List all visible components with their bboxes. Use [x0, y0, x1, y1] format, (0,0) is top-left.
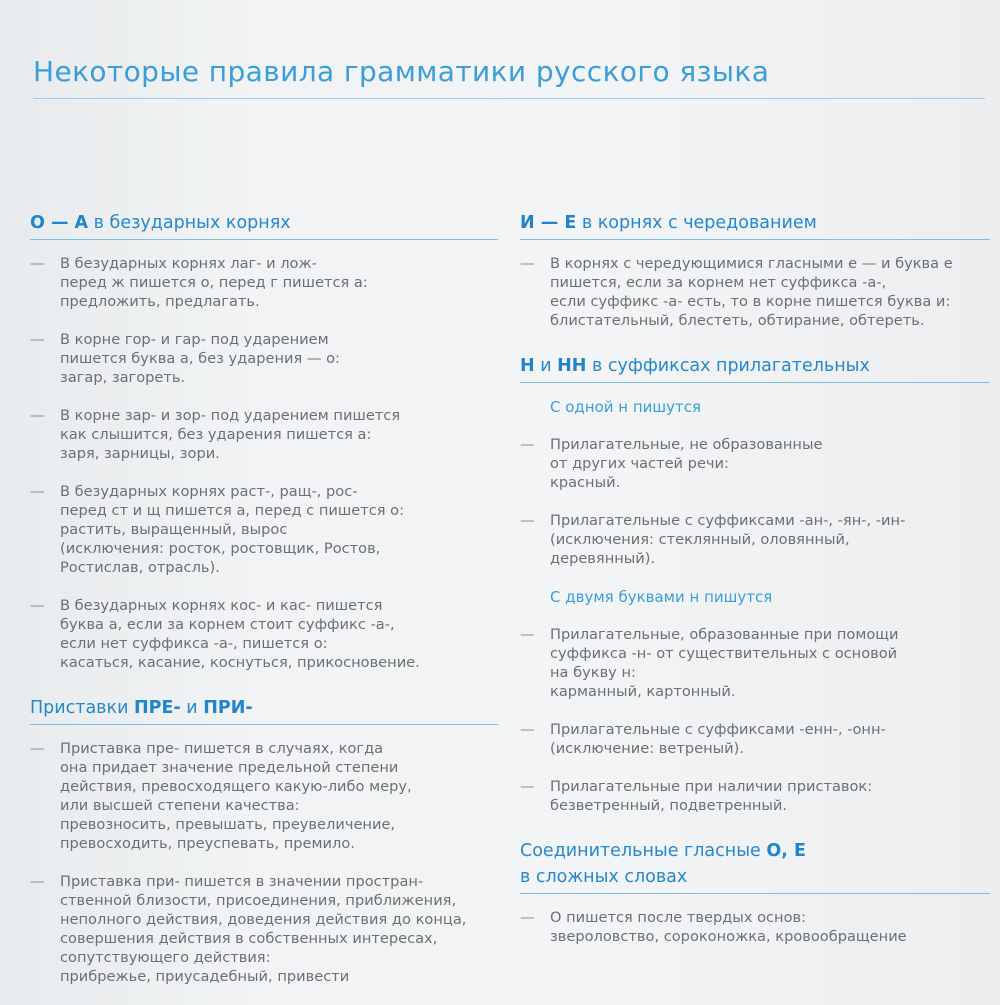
section-heading-i-e: И — Е в корнях с чередованием — [520, 212, 990, 240]
rule-item: — В безударных корнях лаг- и лож- перед ж пишется о, перед г пишется а: предложить, предлагать. — [30, 255, 368, 310]
rule-item: — Прилагательные, образованные при помощи суффикса -н- от существительных с основой на букву н: карманный, картонный. — [520, 626, 899, 700]
subheading-single-n: С одной н пишутся — [550, 398, 702, 416]
rule-item: — Прилагательные при наличии приставок: безветренный, подветренный. — [520, 778, 873, 814]
rule-item: — В безударных корнях кос- и кас- пишется буква а, если за корнем стоит суффикс -а-, если нет суффикса -а-, пишется о: касаться, касание, коснуться, прикосновение. — [30, 597, 420, 671]
rule-item: — Приставка пре- пишется в случаях, когда она придает значение предельной степени действия, превосходящего какую-либо меру, или высшей степени качества: превозносить, превышать, преувеличение, превосходить, преуспевать, премило. — [30, 740, 412, 852]
title-divider — [33, 98, 985, 99]
section-heading-compound-words: в сложных словах — [520, 866, 990, 894]
rule-item: — Прилагательные, не образованные от других частей речи: красный. — [520, 436, 823, 491]
right-column — [520, 212, 990, 965]
rule-item: — О пишется после твердых основ: звероловство, сороконожка, кровообращение — [520, 909, 907, 945]
left-column — [30, 212, 498, 1005]
rule-item: — В корне гор- и гар- под ударением пишется буква а, без ударения — о: загар, загореть. — [30, 331, 340, 386]
rule-item: — В корнях с чередующимися гласными е — и буква е пишется, если за корнем нет суффикса -а-, если суффикс -а- есть, то в корне пишется буква и: блистательный, блестеть, обтирание, обтереть. — [520, 255, 953, 329]
rule-item: — В корне зар- и зор- под ударением пишется как слышится, без ударения пишется а: заря, зарницы, зори. — [30, 407, 401, 462]
rule-item: — В безударных корнях раст-, ращ-, рос- перед ст и щ пишется а, перед с пишется о: растить, выращенный, вырос (исключения: росток, ростовщик, Ростов, Ростислав, отрасль). — [30, 483, 404, 576]
rule-item: — Прилагательные с суффиксами -ан-, -ян-, -ин- (исключения: стеклянный, оловянный, деревянный). — [520, 512, 906, 567]
rule-item: — Приставка при- пишется в значении простран- ственной близости, присоединения, приближения, неполного действия, доведения действия до конца, совершения действия в собственных интересах, сопутствующего действия: прибрежье, приусадебный, привести — [30, 873, 467, 985]
section-heading-connecting-vowels: Соединительные гласные О, Е — [520, 841, 806, 861]
section-heading-pre-pri: Приставки ПРЕ- и ПРИ- — [30, 697, 498, 725]
page-title: Некоторые правила грамматики русского языка — [33, 55, 770, 88]
section-heading-o-a: О — А в безударных корнях — [30, 212, 498, 240]
section-heading-n-nn: Н и НН в суффиксах прилагательных — [520, 355, 990, 383]
subheading-double-n: С двумя буквами н пишутся — [550, 588, 773, 606]
rule-item: — Прилагательные с суффиксами -енн-, -онн- (исключение: ветреный). — [520, 721, 886, 757]
